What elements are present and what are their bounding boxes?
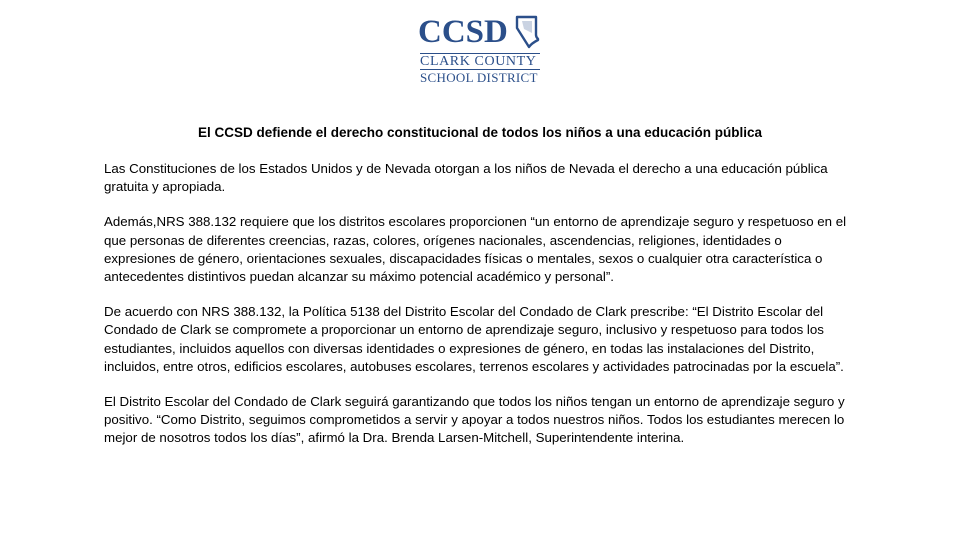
logo-district-text: SCHOOL DISTRICT xyxy=(420,70,538,85)
ccsd-logo xyxy=(418,14,544,86)
logo-acronym: CCSD xyxy=(418,14,508,50)
document-body xyxy=(104,160,856,465)
nevada-state-icon xyxy=(514,15,540,49)
document-title: El CCSD defiende el derecho constitucional de todos los niños a una educación pública xyxy=(197,125,763,140)
logo-county-text: CLARK COUNTY xyxy=(420,54,537,69)
paragraph: El Distrito Escolar del Condado de Clark seguirá garantizando que todos los niños tengan un entorno de aprendizaje seguro y positivo. “Como Distrito, seguimos comprometidos a servir y apoyar a todos nuestros niños. Todos los estudiantes merecen lo mejor de nosotros todos los días”, afirmó la Dra. Brenda Larsen-Mitchell, Superintendente interina. xyxy=(104,394,845,446)
paragraph: Las Constituciones de los Estados Unidos y de Nevada otorgan a los niños de Nevada el derecho a una educación pública gratuita y apropiada. xyxy=(104,161,828,195)
paragraph: De acuerdo con NRS 388.132, la Política 5138 del Distrito Escolar del Condado de Clark prescribe: “El Distrito Escolar del Condado de Clark se compromete a proporcionar un entorno de aprendizaje seguro, inclusivo y respetuoso para todos los estudiantes, incluidos aquellos con diversas identidades o expresiones de género, en todas las instalaciones del Distrito, incluidos, entre otros, edificios escolares, autobuses escolares, terrenos escolares y actividades patrocinadas por la escuela”. xyxy=(104,304,844,374)
paragraph: Además,NRS 388.132 requiere que los distritos escolares proporcionen “un entorno de aprendizaje seguro y respetuoso en el que personas de diferentes creencias, razas, colores, orígenes nacionales, ascendencias, religiones, identidades o expresiones de género, orientaciones sexuales, discapacidades físicas o mentales, sexos o cualquier otra característica o antecedentes distintivos puedan alcanzar su máximo potencial académico y personal”. xyxy=(104,214,847,285)
